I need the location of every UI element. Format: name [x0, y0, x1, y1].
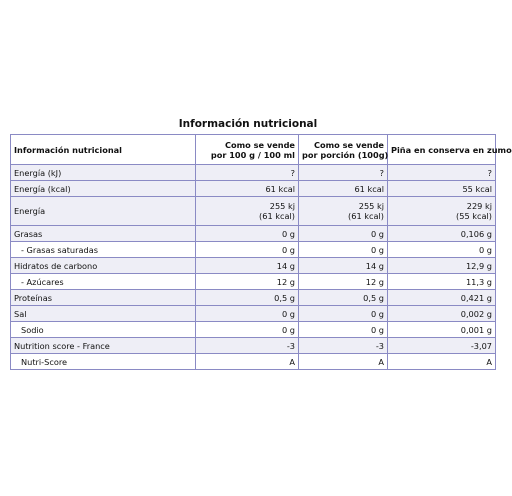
header-comparison: Piña en conserva en zumo [388, 135, 496, 165]
value-per-100g: -3 [196, 338, 299, 354]
value-per-portion: -3 [299, 338, 388, 354]
header-per-100g: Como se vende por 100 g / 100 ml [196, 135, 299, 165]
table-row [11, 165, 496, 181]
value-comparison: 12,9 g [388, 258, 496, 274]
value-comparison: A [388, 354, 496, 370]
value-per-100g: 0 g [196, 306, 299, 322]
value-per-portion: 0 g [299, 322, 388, 338]
value-per-100g: 0,5 g [196, 290, 299, 306]
value-comparison: 229 kj (55 kcal) [388, 197, 496, 226]
table-row [11, 181, 496, 197]
row-label: Sal [11, 306, 196, 322]
table-row [11, 274, 496, 290]
value-per-portion: 0,5 g [299, 290, 388, 306]
value-per-100g: 0 g [196, 322, 299, 338]
row-label: - Grasas saturadas [11, 242, 196, 258]
row-label: Energía (kcal) [11, 181, 196, 197]
table-row [11, 258, 496, 274]
value-per-portion: A [299, 354, 388, 370]
value-comparison: 0,421 g [388, 290, 496, 306]
table-caption: Información nutricional [178, 118, 318, 130]
value-per-100g: 0 g [196, 242, 299, 258]
value-per-portion: ? [299, 165, 388, 181]
table-row [11, 322, 496, 338]
value-comparison: 0,001 g [388, 322, 496, 338]
row-label: Grasas [11, 226, 196, 242]
value-per-portion: 61 kcal [299, 181, 388, 197]
value-per-portion: 0 g [299, 226, 388, 242]
value-per-100g: 12 g [196, 274, 299, 290]
table-row [11, 197, 496, 226]
value-per-100g: 14 g [196, 258, 299, 274]
value-comparison: 55 kcal [388, 181, 496, 197]
row-label: Energía (kJ) [11, 165, 196, 181]
table-row [11, 354, 496, 370]
value-per-100g: A [196, 354, 299, 370]
value-comparison: 0 g [388, 242, 496, 258]
header-nutrient: Información nutricional [11, 135, 196, 165]
table-row [11, 306, 496, 322]
value-comparison: 0,002 g [388, 306, 496, 322]
value-per-100g: ? [196, 165, 299, 181]
value-per-100g: 61 kcal [196, 181, 299, 197]
table-row [11, 338, 496, 354]
row-label: Sodio [11, 322, 196, 338]
row-label: Hidratos de carbono [11, 258, 196, 274]
nutrition-table [10, 134, 512, 370]
table-row [11, 226, 496, 242]
row-label: Nutrition score - France [11, 338, 196, 354]
value-per-portion: 14 g [299, 258, 388, 274]
value-per-portion: 255 kj (61 kcal) [299, 197, 388, 226]
value-per-portion: 0 g [299, 242, 388, 258]
header-per-portion: Como se vende por porción (100g) [299, 135, 388, 165]
row-label: Energía [11, 197, 196, 226]
value-per-100g: 255 kj (61 kcal) [196, 197, 299, 226]
row-label: - Azúcares [11, 274, 196, 290]
value-per-portion: 12 g [299, 274, 388, 290]
row-label: Nutri-Score [11, 354, 196, 370]
value-comparison: ? [388, 165, 496, 181]
value-comparison: 0,106 g [388, 226, 496, 242]
table-row [11, 290, 496, 306]
value-per-100g: 0 g [196, 226, 299, 242]
row-label: Proteínas [11, 290, 196, 306]
table-row [11, 242, 496, 258]
value-comparison: 11,3 g [388, 274, 496, 290]
value-comparison: -3,07 [388, 338, 496, 354]
value-per-portion: 0 g [299, 306, 388, 322]
header-row [11, 135, 496, 165]
